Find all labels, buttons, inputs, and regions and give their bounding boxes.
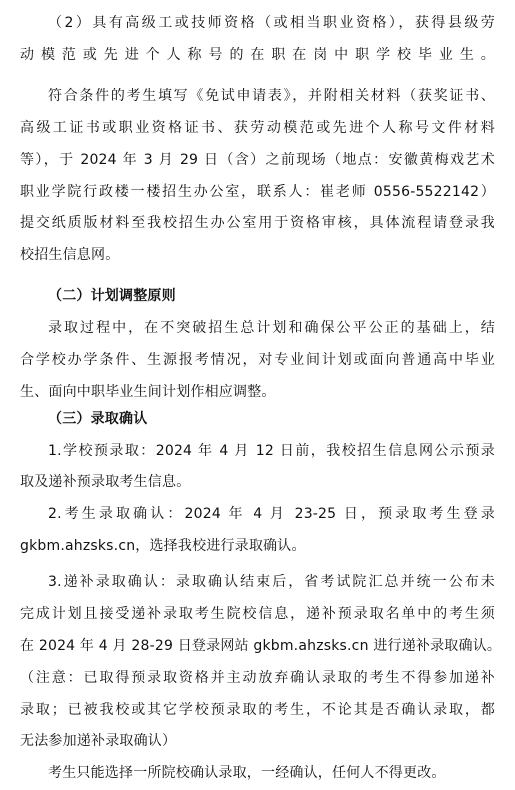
paragraph-line: 取及递补预录取考生信息。 [20,474,191,491]
paragraph-line: 生、面向中职毕业生间计划作相应调整。 [20,383,276,400]
paragraph-line: 职业学院行政楼一楼招生办公室，联系人：崔老师 0556-5522142） [20,183,495,200]
paragraph-line: gkbm.ahzsks.cn，选择我校进行录取确认。 [20,537,306,554]
paragraph-line: 无法参加递补录取确认） [20,733,177,750]
paragraph-line: 动模范或先进个人称号的在职在岗中职学校毕业生。 [20,46,495,63]
paragraph-line: 等），于 2024 年 3 月 29 日（含）之前现场（地点：安徽黄梅戏艺术 [20,151,495,168]
paragraph-line: 校招生信息网。 [20,247,120,263]
paragraph-line: 提交纸质版材料至我校招生办公室用于资格审核，具体流程请登录我 [20,215,495,232]
paragraph-line: 3.递补录取确认：录取确认结束后，省考试院汇总并统一公布未 [48,574,495,591]
paragraph-line: 符合条件的考生填写《免试申请表》，并附相关材料（获奖证书、 [48,88,495,105]
paragraph-line: 完成计划且接受递补录取考生院校信息，递补预录取名单中的考生须 [20,606,495,623]
paragraph-line: 在 2024 年 4 月 28-29 日登录网站 gkbm.ahzsks.cn 进行递补录取确认。 [20,637,502,654]
section-heading: （三）录取确认 [48,410,148,427]
paragraph-line: 合学校办学条件、生源报考情况，对专业间计划或面向普通高中毕业 [20,352,495,368]
paragraph-line: （注意：已取得预录取资格并主动放弃确认录取的考生不得参加递补 [20,669,495,686]
paragraph-line: 1.学校预录取：2024 年 4 月 12 日前，我校招生信息网公示预录 [48,442,495,459]
paragraph-line: 2.考生录取确认：2024 年 4 月 23-25 日，预录取考生登录 [48,506,495,522]
paragraph-line: 录取过程中，在不突破招生总计划和确保公平公正的基础上，结 [48,320,495,337]
section-heading: （二）计划调整原则 [48,288,176,305]
paragraph-line: （2）具有高级工或技师资格（或相当职业资格），获得县级劳 [48,15,495,31]
paragraph-line: 考生只能选择一所院校确认录取，一经确认，任何人不得更改。 [48,765,446,781]
paragraph-line: 录取；已被我校或其它学校预录取的考生，不论其是否确认录取，都 [20,701,495,718]
paragraph-line: 高级工证书或职业资格证书、获劳动模范或先进个人称号文件材料 [20,119,495,136]
